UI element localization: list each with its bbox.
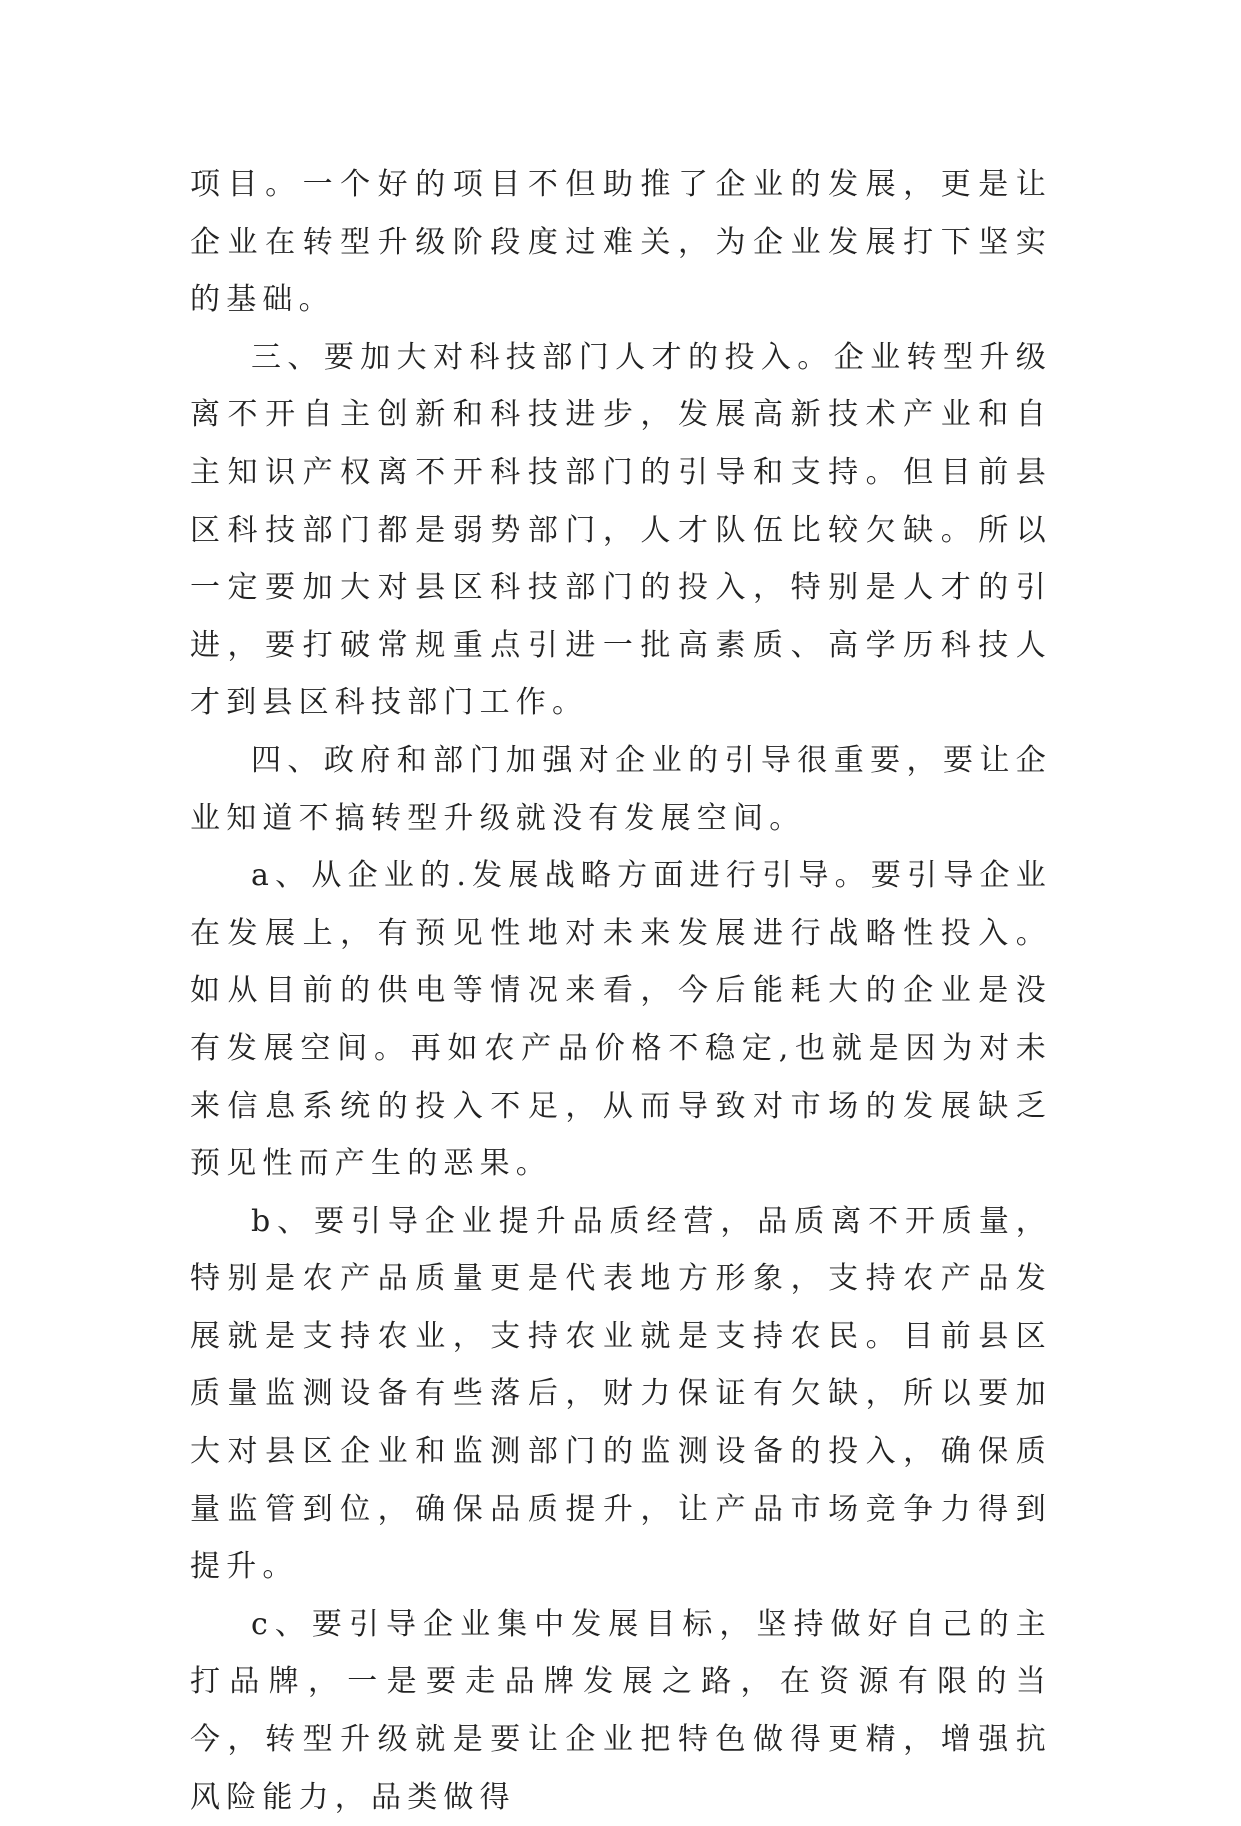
document-page [190, 156, 1052, 1826]
paragraph-item-c: c、要引导企业集中发展目标，坚持做好自己的主打品牌，一是要走品牌发展之路，在资源有限的当今，转型升级就是要让企业把特色做得更精，增强抗风险能力，品类做得 [190, 1606, 1052, 1815]
paragraph-section-three: 三、要加大对科技部门人才的投入。企业转型升级离不开自主创新和科技进步，发展高新技术产业和自主知识产权离不开科技部门的引导和支持。但目前县区科技部门都是弱势部门，人才队伍比较欠缺。所以一定要加大对县区科技部门的投入，特别是人才的引进，要打破常规重点引进一批高素质、高学历科技人才到县区科技部门工作。 [190, 339, 1052, 721]
paragraph-item-a: a、从企业的.发展战略方面进行引导。要引导企业在发展上，有预见性地对未来发展进行战略性投入。如从目前的供电等情况来看，今后能耗大的企业是没有发展空间。再如农产品价格不稳定,也就是因为对未来信息系统的投入不足，从而导致对市场的发展缺乏预见性而产生的恶果。 [190, 858, 1052, 1182]
paragraph-item-b: b、要引导企业提升品质经营，品质离不开质量，特别是农产品质量更是代表地方形象，支持农产品发展就是支持农业，支持农业就是支持农民。目前县区质量监测设备有些落后，财力保证有欠缺，所以要加大对县区企业和监测部门的监测设备的投入，确保质量监管到位，确保品质提升，让产品市场竞争力得到提升。 [190, 1203, 1052, 1585]
paragraph-continuation: 项目。一个好的项目不但助推了企业的发展，更是让企业在转型升级阶段度过难关，为企业发展打下坚实的基础。 [190, 167, 1052, 318]
paragraph-section-four: 四、政府和部门加强对企业的引导很重要，要让企业知道不搞转型升级就没有发展空间。 [190, 742, 1052, 836]
